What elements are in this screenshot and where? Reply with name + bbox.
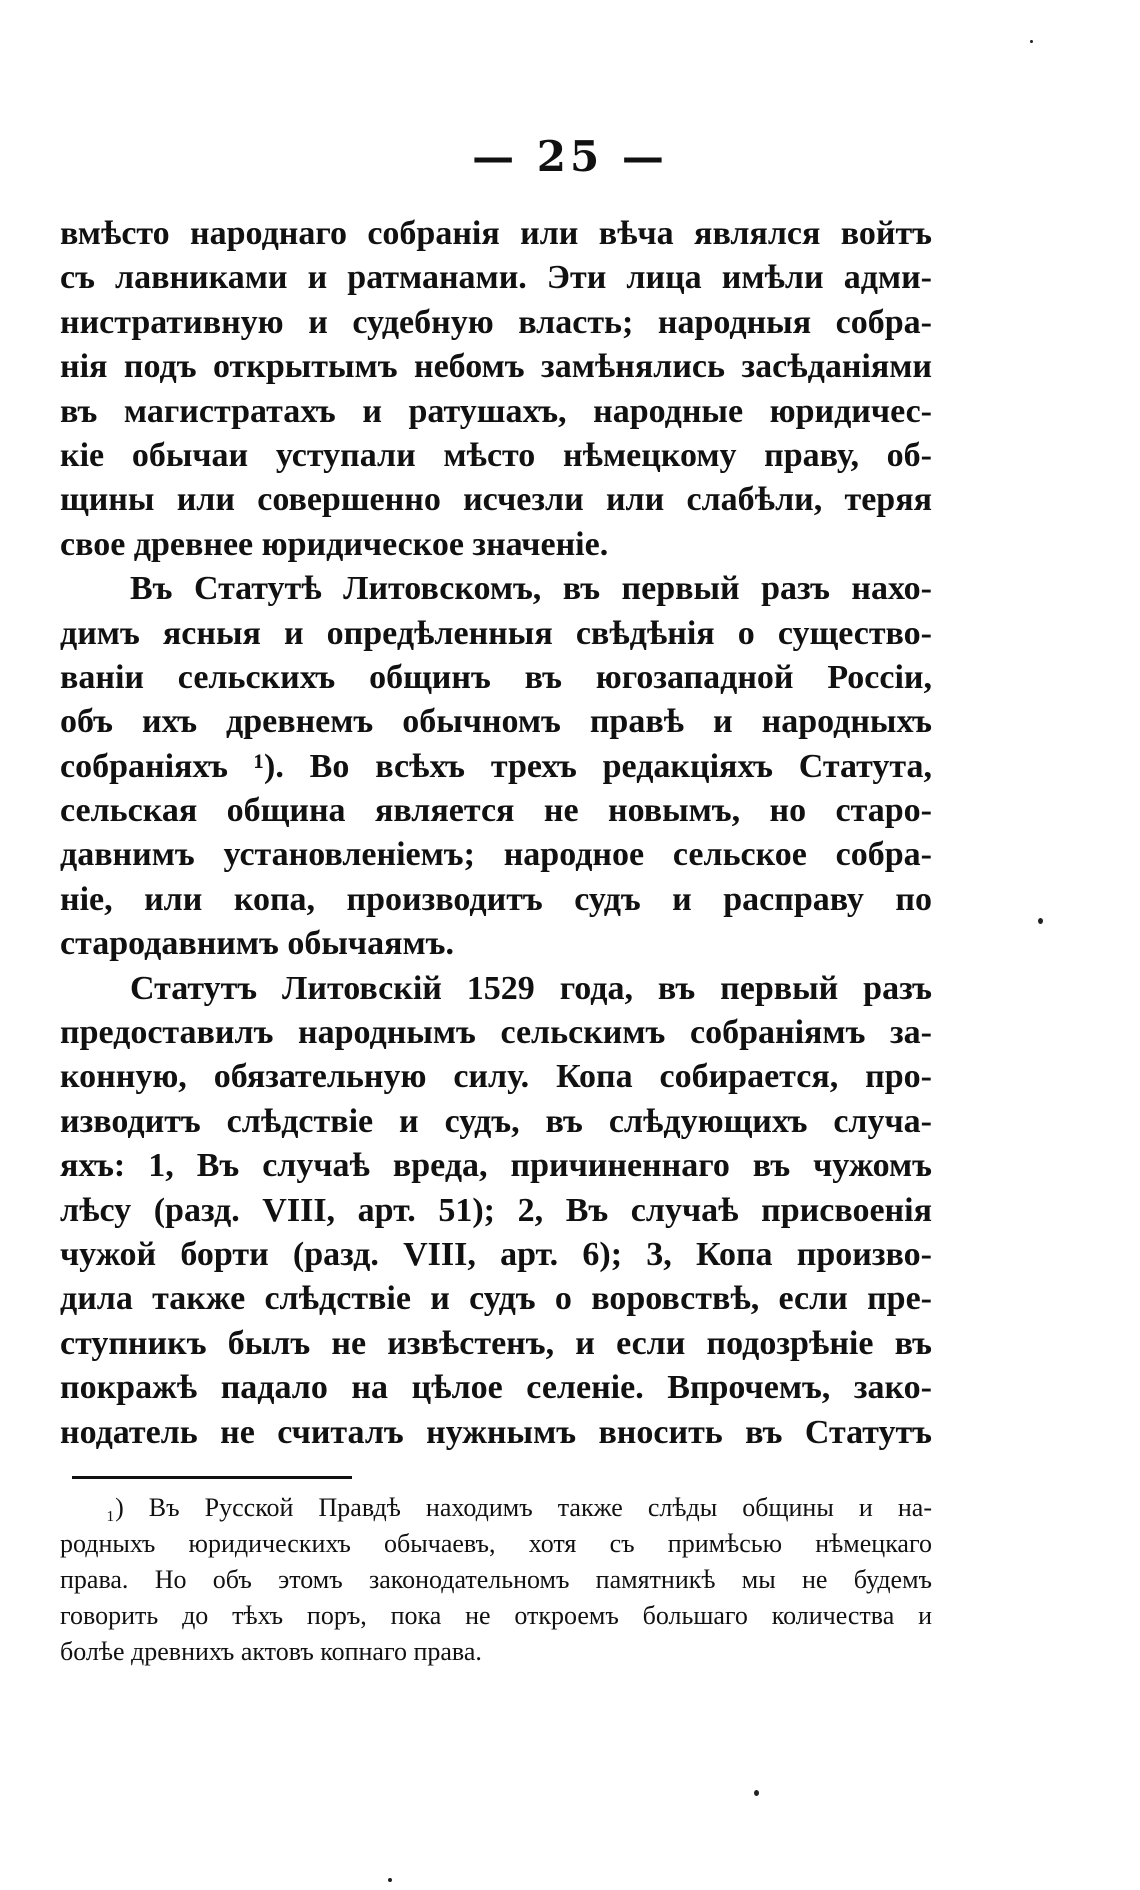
text-line: объ ихъ древнемъ обычномъ правѣ и народныхъ xyxy=(60,703,932,741)
text-line: димъ ясныя и опредѣленныя свѣдѣнія о существо- xyxy=(60,614,932,652)
text-line: въ магистратахъ и ратушахъ, народные юридичес- xyxy=(60,392,932,430)
text-line: ступникъ былъ не извѣстенъ, и если подозрѣніе въ xyxy=(60,1324,932,1362)
text-line: стародавнимъ обычаямъ. xyxy=(60,925,454,963)
text-line: собраніяхъ ¹). Во всѣхъ трехъ редакціяхъ Статута, xyxy=(60,747,932,785)
text-line: конную, обязательную силу. Копа собирается, про- xyxy=(60,1058,932,1096)
text-line: съ лавниками и ратманами. Эти лица имѣли адми- xyxy=(60,259,932,297)
text-line: дила также слѣдствіе и судъ о воровствѣ, если пре- xyxy=(60,1280,932,1318)
text-line: кіе обычаи уступали мѣсто нѣмецкому праву, об- xyxy=(60,436,932,474)
text-line: вмѣсто народнаго собранія или вѣча являлся войтъ xyxy=(60,215,932,252)
text-line: яхъ: 1, Въ случаѣ вреда, причиненнаго въ чужомъ xyxy=(60,1147,932,1185)
text-line: ваніи сельскихъ общинъ въ югозападной Россіи, xyxy=(60,658,932,696)
text-line: свое древнее юридическое значеніе. xyxy=(60,525,609,563)
footnote-divider xyxy=(72,1476,352,1479)
scan-speck xyxy=(1030,40,1033,43)
footnote-line: болѣе древнихъ актовъ копнаго права. xyxy=(60,1637,482,1666)
text-line: предоставилъ народнымъ сельскимъ собраніямъ за- xyxy=(60,1014,932,1052)
text-line: щины или совершенно исчезли или слабѣли, теряя xyxy=(60,481,932,519)
scan-speck xyxy=(754,1790,759,1796)
footnote xyxy=(60,1490,932,1670)
footnote-line: говорить до тѣхъ поръ, пока не откроемъ большаго количества и xyxy=(60,1601,932,1630)
footnote-line: права. Но объ этомъ законодательномъ памятникѣ мы не будемъ xyxy=(60,1565,932,1594)
text-line: Статутъ Литовскій 1529 года, въ первый разъ xyxy=(130,969,932,1007)
text-line: чужой борти (разд. VIII, арт. 6); 3, Копа произво- xyxy=(60,1235,932,1273)
scan-speck xyxy=(388,1878,392,1882)
text-line: ніе, или копа, производитъ судъ и расправу по xyxy=(60,880,932,918)
footnote-line: родныхъ юридическихъ обычаевъ, хотя съ примѣсью нѣмецкаго xyxy=(60,1529,932,1558)
text-line: давнимъ установленіемъ; народное сельское собра- xyxy=(60,836,932,874)
text-line: сельская община является не новымъ, но старо- xyxy=(60,792,932,830)
text-line: нія подъ открытымъ небомъ замѣнялись засѣданіями xyxy=(60,348,932,386)
text-line: Въ Статутѣ Литовскомъ, въ первый разъ нахо- xyxy=(130,570,932,608)
text-line: изводитъ слѣдствіе и судъ, въ слѣдующихъ случа- xyxy=(60,1102,932,1140)
main-text xyxy=(60,212,932,1455)
text-line: покражѣ падало на цѣлое селеніе. Впрочемъ, зако- xyxy=(60,1369,932,1407)
text-line: лѣсу (разд. VIII, арт. 51); 2, Въ случаѣ присвоенія xyxy=(60,1191,932,1229)
scan-speck xyxy=(1038,918,1043,924)
text-line: нистративную и судебную власть; народныя собра- xyxy=(60,303,932,341)
text-line: нодатель не считалъ нужнымъ вносить въ Статутъ xyxy=(60,1413,932,1451)
page-number: — 25 — xyxy=(472,132,668,181)
footnote-line: ₁) Въ Русской Правдѣ находимъ также слѣды общины и на- xyxy=(106,1493,932,1522)
